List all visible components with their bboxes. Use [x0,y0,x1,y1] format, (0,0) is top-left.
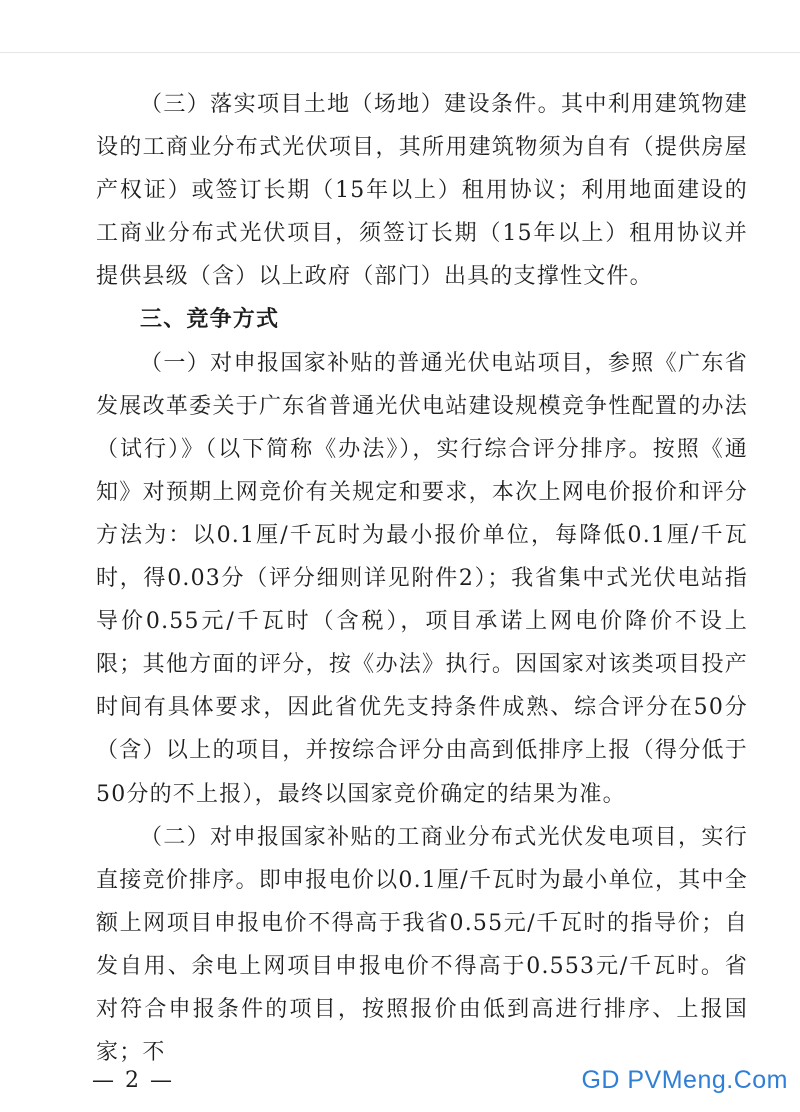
page-number: — 2 — [92,1068,174,1093]
paragraph-commercial-distributed-pv: （二）对申报国家补贴的工商业分布式光伏发电项目，实行直接竞价排序。即申报电价以0.1厘/千瓦时为最小单位，其中全额上网项目申报电价不得高于我省0.55元/千瓦时的指导价；自发自用、余电上网项目申报电价不得高于0.553元/千瓦时。省对符合申报条件的项目，按照报价由低到高进行排序、上报国家；不 [96,824,748,1066]
section-heading-competition: 三、竞争方式 [140,307,280,333]
page-top-divider [0,52,800,53]
paragraph-ordinary-pv-stations: （一）对申报国家补贴的普通光伏电站项目，参照《广东省发展改革委关于广东省普通光伏电站建设规模竞争性配置的办法（试行）》（以下简称《办法》），实行综合评分排序。按照《通知》对预期上网竞价有关规定和要求，本次上网电价报价和评分方法为：以0.1厘/千瓦时为最小报价单位，每降低0.1厘/千瓦时，得0.03分（评分细则详见附件2）；我省集中式光伏电站指导价0.55元/千瓦时（含税），项目承诺上网电价降价不设上限；其他方面的评分，按《办法》执行。因国家对该类项目投产时间有具体要求，因此省优先支持条件成熟、综合评分在50分（含）以上的项目，并按综合评分由高到低排序上报（得分低于50分的不上报），最终以国家竞价确定的结果为准。 [96,350,748,807]
paragraph-land-conditions: （三）落实项目土地（场地）建设条件。其中利用建筑物建设的工商业分布式光伏项目，其所用建筑物须为自有（提供房屋产权证）或签订长期（15年以上）租用协议；利用地面建设的工商业分布式光伏项目，须签订长期（15年以上）租用协议并提供县级（含）以上政府（部门）出具的支撑性文件。 [96,92,748,290]
site-watermark: GD PVMeng.Com [581,1066,788,1094]
document-body [96,83,748,1074]
